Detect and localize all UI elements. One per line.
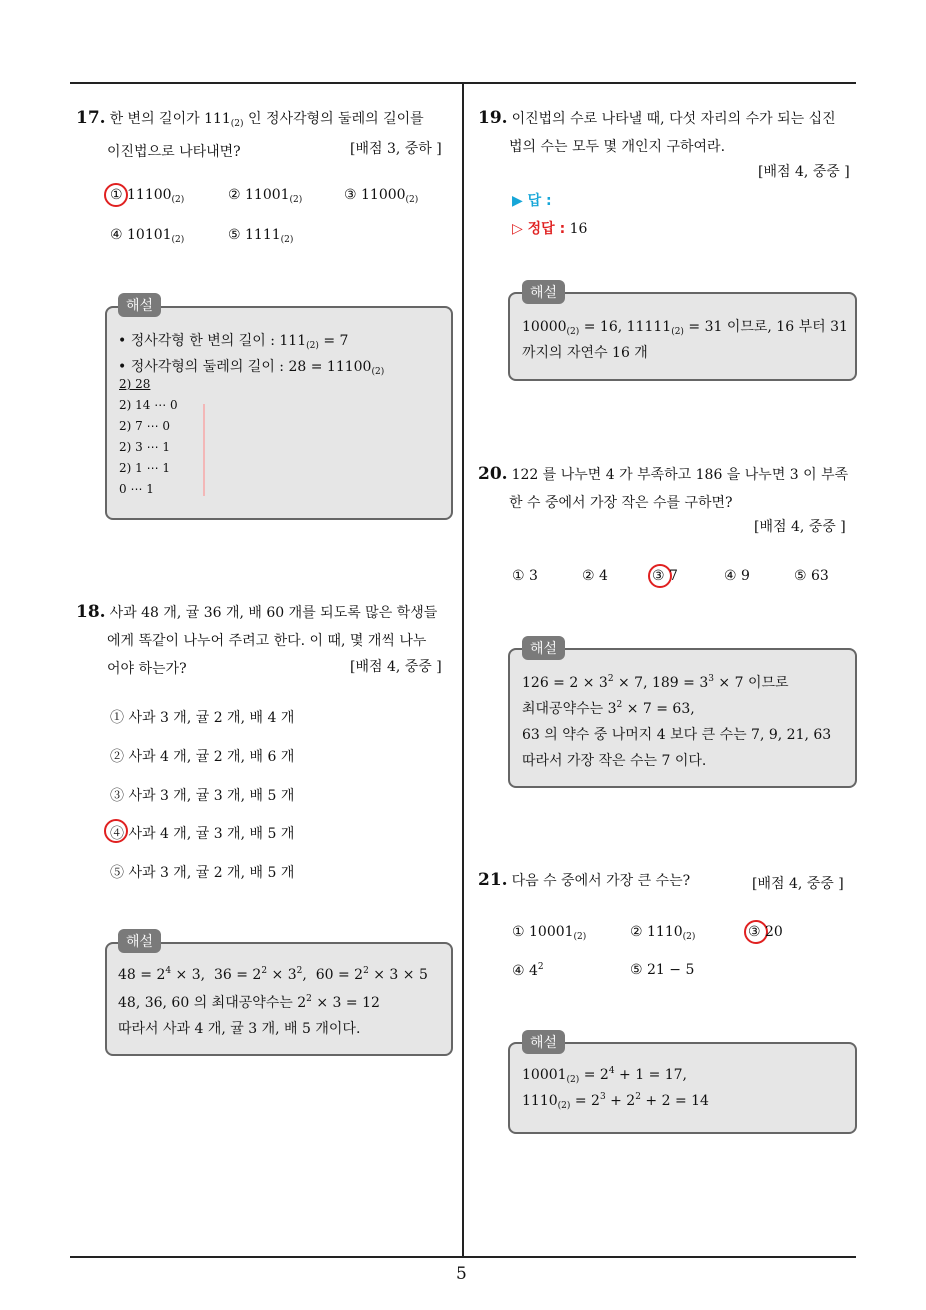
q20-expl-line-2: 최대공약수는 $3^2 \times 7 = 63$, (522, 700, 695, 717)
q21-option-2[interactable]: ② $1110_{(2)}$ (630, 924, 696, 942)
q19-expl-line-1: $10000_{(2)} = 16$, $11111_{(2)} = 31$ 이므로, 16 부터 31 (522, 319, 848, 337)
q17-question: 17. 한 변의 길이가 $111_{(2)}$ 인 정사각형의 둘레의 길이를 이진법으로 나타내면? (76, 108, 424, 160)
q18-number: 18. (76, 602, 106, 622)
q21-option-4[interactable]: ④ $4^2$ (512, 962, 544, 979)
q17-option-1[interactable]: ① $11100_{(2)}$ (110, 187, 185, 205)
q18-expl-line-2: 48, 36, 60 의 최대공약수는 $2^2 \times 3 = 12$ (118, 994, 380, 1011)
q17-explanation-tag: 해설 (118, 293, 161, 317)
q19-question: 19. 이진법의 수로 나타낼 때, 다섯 자리의 수가 되는 십진 법의 수는 모두 몇 개인지 구하여라. (478, 108, 836, 155)
division-row: 2) 28 (119, 377, 151, 391)
q19-number: 19. (478, 108, 508, 128)
q21-score: [배점 4, 중중 ] (752, 876, 844, 892)
q17-number: 17. (76, 108, 106, 128)
q20-explanation-box (508, 648, 857, 788)
q20-number: 20. (478, 464, 508, 484)
division-row: 2) 1 ⋯ 1 (119, 461, 171, 475)
q18-option-3[interactable]: ③ 사과 3 개, 귤 3 개, 배 5 개 (110, 788, 295, 804)
q21-explanation-tag: 해설 (522, 1030, 565, 1054)
q17-expl-line-2: • 정사각형의 둘레의 길이 : $28 = 11100_{(2)}$ (118, 359, 385, 377)
division-row: 2) 3 ⋯ 1 (119, 440, 171, 454)
q18-explanation-box (105, 942, 453, 1056)
q18-option-2[interactable]: ② 사과 4 개, 귤 2 개, 배 6 개 (110, 749, 295, 765)
q21-option-5[interactable]: ⑤ 21 − 5 (630, 962, 695, 978)
q18-explanation-tag: 해설 (118, 929, 161, 953)
q21-explanation-box (508, 1042, 857, 1134)
read-up-arrow (203, 404, 205, 496)
division-row: 2) 7 ⋯ 0 (119, 419, 171, 433)
q21-option-3[interactable]: ③ 20 (748, 924, 783, 940)
q17-option-5[interactable]: ⑤ $1111_{(2)}$ (228, 227, 294, 245)
q17-option-2[interactable]: ② $11001_{(2)}$ (228, 187, 303, 205)
q21-expl-line-1: $10001_{(2)} = 2^4 + 1 = 17$, (522, 1066, 688, 1085)
q19-answer-label: ▶ 답 : (512, 193, 552, 209)
q20-expl-line-3: 63 의 약수 중 나머지 4 보다 큰 수는 7, 9, 21, 63 (522, 727, 832, 743)
q21-option-1[interactable]: ① $10001_{(2)}$ (512, 924, 587, 942)
q19-score: [배점 4, 중중 ] (758, 164, 850, 180)
q21-question: 21. 다음 수 중에서 가장 큰 수는? (478, 870, 691, 890)
q18-option-4[interactable]: ④ 사과 4 개, 귤 3 개, 배 5 개 (110, 826, 295, 842)
q21-expl-line-2: $1110_{(2)} = 2^3 + 2^2 + 2 = 14$ (522, 1092, 709, 1111)
page-number: 5 (456, 1264, 467, 1284)
q19-explanation-tag: 해설 (522, 280, 565, 304)
q20-option-4[interactable]: ④ 9 (724, 568, 750, 584)
q21-number: 21. (478, 870, 508, 890)
q17-score: [배점 3, 중하 ] (350, 141, 442, 157)
q18-score: [배점 4, 중중 ] (350, 659, 442, 675)
q17-option-3[interactable]: ③ $11000_{(2)}$ (344, 187, 419, 205)
q18-option-5[interactable]: ⑤ 사과 3 개, 귤 2 개, 배 5 개 (110, 865, 295, 881)
q20-option-2[interactable]: ② 4 (582, 568, 608, 584)
q19-expl-line-2: 까지의 자연수 16 개 (522, 345, 648, 361)
division-row: 2) 14 ⋯ 0 (119, 398, 178, 412)
q20-option-1[interactable]: ① 3 (512, 568, 538, 584)
q20-explanation-tag: 해설 (522, 636, 565, 660)
q17-explanation-box (105, 306, 453, 520)
column-divider (462, 84, 464, 1257)
q20-score: [배점 4, 중중 ] (754, 519, 846, 535)
q20-expl-line-1: $126 = 2 \times 3^2 \times 7$, $189 = 3^3 \times 7$ 이므로 (522, 674, 789, 691)
bottom-rule (70, 1256, 856, 1258)
q20-option-3[interactable]: ③ 7 (652, 568, 678, 584)
q17-expl-line-1: • 정사각형 한 변의 길이 : $111_{(2)} = 7$ (118, 333, 349, 351)
q18-expl-line-1: $48 = 2^4 \times 3$, $36 = 2^2 \times 3^2$, $60 = 2^2 \times 3 \times 5$ (118, 966, 428, 983)
q20-expl-line-4: 따라서 가장 작은 수는 7 이다. (522, 753, 707, 769)
q18-question: 18. 사과 48 개, 귤 36 개, 배 60 개를 되도록 많은 학생들 에게 똑같이 나누어 주려고 한다. 이 때, 몇 개씩 나누 어야 하는가? (76, 602, 438, 677)
q18-expl-line-3: 따라서 사과 4 개, 귤 3 개, 배 5 개이다. (118, 1021, 361, 1037)
q19-explanation-box (508, 292, 857, 381)
division-row: 0 ⋯ 1 (119, 482, 154, 496)
q18-option-1[interactable]: ① 사과 3 개, 귤 2 개, 배 4 개 (110, 710, 295, 726)
q19-correct-answer: ▷ 정답 : 16 (512, 221, 588, 237)
q20-question: 20. 122 를 나누면 4 가 부족하고 186 을 나누면 3 이 부족 한 수 중에서 가장 작은 수를 구하면? (478, 464, 849, 511)
q20-option-5[interactable]: ⑤ 63 (794, 568, 829, 584)
q17-option-4[interactable]: ④ $10101_{(2)}$ (110, 227, 185, 245)
